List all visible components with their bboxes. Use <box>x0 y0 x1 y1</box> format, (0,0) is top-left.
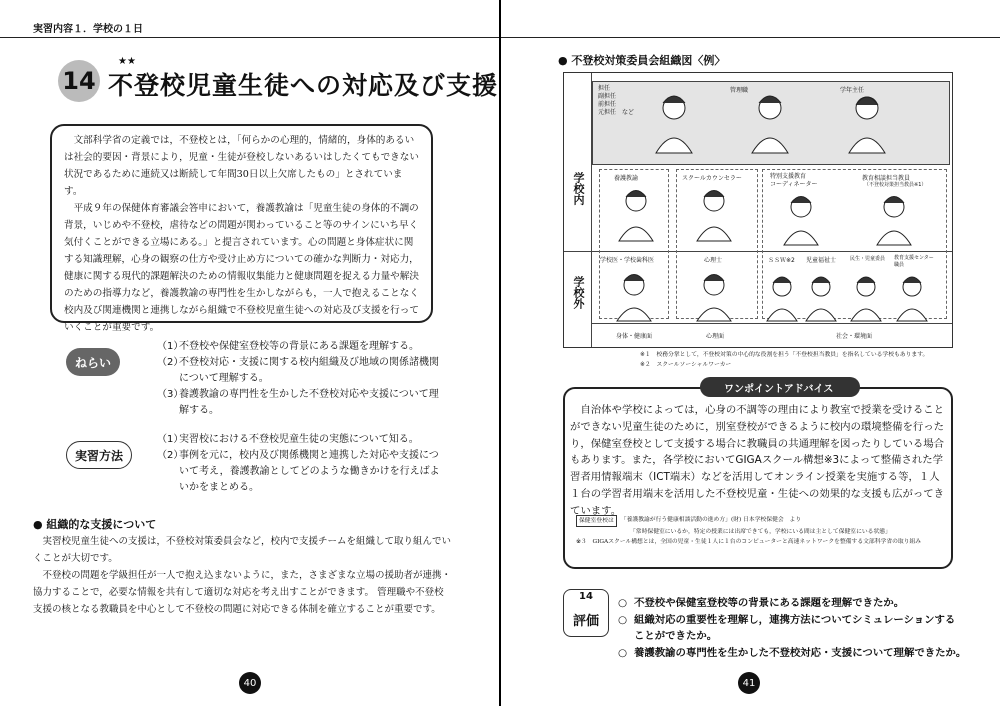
area-body: 身体・健康面 <box>616 333 653 340</box>
section-paragraph-2: 不登校の問題を学級担任が一人で抱え込まないように，また，さまざまな立場の援助者が連携・協力することで，必要な情報を共有して適切な対応を考え出すことができます。 管理職や不登校支援の核となる教職員を中心として不登校の問題に対応できる体制を確立することが重要です。 <box>33 570 452 615</box>
role-counselor: スクールカウンセラー <box>682 175 742 182</box>
role-special-needs: 特別支援教育 コーディネーター <box>770 173 818 188</box>
aim-item: （2） 不登校対応・支援に関する校内組織及び地域の関係諸機関について理解する。 <box>157 357 439 384</box>
role-nurse: 養護教諭 <box>614 175 639 182</box>
person-coordinator-icon <box>784 197 818 246</box>
section-number: 14 <box>58 60 100 102</box>
page-number: 40 <box>239 672 261 694</box>
footnote-1: ※１ 校務分掌として，不登校対策の中心的な役割を担う「不登校担当教員」を指名している学校もあります。 <box>640 352 929 358</box>
area-mind: 心理面 <box>706 333 725 340</box>
evaluation-item: ○ 不登校や保健室登校等の背景にある課題を理解できたか。 <box>618 597 905 609</box>
person-ssw-icon <box>767 277 797 321</box>
ref-label: 保健室登校は <box>576 515 617 527</box>
role-commissioner: 民生・児童委員 <box>850 256 886 262</box>
advice-body: 自治体や学校によっては，心身の不調等の理由により教室で授業を受けることができない児童生徒のために，別室登校ができるように校内の環境整備を行ったり，保健室登校として支援する場合に教職員の共通理解を図ったりしている場合もあります。また，各学校においてGIGAスクール構想※3によって整備された学習者用情報端末（ICT端末）などを活用してオンライン授業を実施する等，１人１台の学習者用端末を活用した不登校児童・生徒への効果的な支援も広がってきています。 <box>570 404 945 517</box>
person-welfare-icon <box>806 277 836 321</box>
person-counselor-icon <box>697 191 731 242</box>
aim-item: （3） 養護教諭の専門性を生かした不登校対応や支援について理解する。 <box>157 389 439 416</box>
footnote-2: ※２ スクールソーシャルワーカー <box>640 362 732 368</box>
section-heading: ● 組織的な支援について <box>33 518 157 531</box>
right-page <box>500 0 1000 706</box>
role-school-doctor: 学校医・学校歯科医 <box>600 257 655 264</box>
person-nurse-icon <box>619 191 653 242</box>
inside-label: 学校内 <box>572 171 585 205</box>
area-social: 社会・環境面 <box>836 333 873 340</box>
advice-references <box>576 515 946 547</box>
aims-badge: ねらい <box>66 348 120 376</box>
person-psychologist-icon <box>697 275 731 322</box>
person-center-staff-icon <box>897 277 927 321</box>
definition-paragraph-2: 平成９年の保健体育審議会答申において，養護教諭は「児童生徒の身体的不調の背景，いじめや不登校，虐待などの問題が関わっていること等のサインにいち早く気付くことができる立場にある。」と提言されています。心の問題と身体症状に関する知識理解，心身の観察の仕方や受け止め方についての確かな判断力・対応力，健康に関する現代的課題解決のための情報収集能力と健康問題を捉える力量や解決のための指導力など，養護教諭の専門性を生かしながらも，一人で抱えることなく校内及び関連機関と連携しながら組織で不登校児童生徒への対応及び支援を行っていくことが重要です。 <box>64 203 419 333</box>
aims-list <box>157 339 447 419</box>
staff-illustrations <box>564 73 954 349</box>
page-number: 41 <box>738 672 760 694</box>
page-title: 不登校児童生徒への対応及び支援 <box>108 71 499 100</box>
definition-paragraph-1: 文部科学省の定義では，不登校とは，「何らかの心理的，情緒的，身体的あるいは社会的要因・背景により，児童・生徒が登校しないあるいはしたくてもできない状況であるために連続又は断続して年間30日以上欠席したもの」とされています。 <box>64 135 419 197</box>
evaluation-list <box>618 595 966 661</box>
definition-box <box>50 124 433 333</box>
chapter-title: 実習内容１．学校の１日 <box>33 24 143 35</box>
method-badge: 実習方法 <box>66 441 132 469</box>
evaluation-label: 評価 <box>572 614 599 629</box>
person-consultation-icon <box>877 197 911 246</box>
section-paragraph-1: 実習校児童生徒への支援は，不登校対策委員会など，校内で支援チームを組織して取り組んでいくことが大切です。 <box>33 536 452 564</box>
method-item: （1） 実習校における不登校児童生徒の実態について知る。 <box>157 434 419 445</box>
role-admin: 管理職 <box>730 87 749 94</box>
ref-source: 「養護教諭が行う健康相談活動の進め方」(財) 日本学校保健会 より <box>620 517 802 523</box>
ref-giga-note: ※３ GIGAスクール構想とは，全国の児童・生徒１人に１台のコンピューターと高速ネットワークを整備する文部科学省の取り組み <box>576 539 922 545</box>
person-admin-icon <box>752 96 788 153</box>
ref-definition: 「常時保健室にいるか，特定の授業には出席できても，学校にいる間は主として保健室にいる状態」 <box>630 529 891 535</box>
person-commissioner-icon <box>851 277 881 321</box>
role-consultation: 教育相談担当教員 <box>862 175 911 182</box>
evaluation-number: 14 <box>579 591 593 602</box>
aim-item: （1） 不登校や保健室登校等の背景にある課題を理解する。 <box>157 341 419 352</box>
role-grade-head: 学年主任 <box>840 87 865 94</box>
person-homeroom-icon <box>656 96 692 153</box>
evaluation-item: ○ 養護教諭の専門性を生かした不登校対応・支援について理解できたか。 <box>618 646 967 659</box>
role-child-welfare: 児童福祉士 <box>806 257 837 264</box>
role-psychologist: 心理士 <box>704 257 723 264</box>
org-chart-title: ● 不登校対策委員会組織図〈例〉 <box>558 54 726 67</box>
role-consultation-note: （不登校対策担当教員※1） <box>864 182 927 188</box>
person-grade-head-icon <box>849 97 885 153</box>
section-body <box>33 533 453 618</box>
outside-label: 学校外 <box>572 275 585 309</box>
person-doctor-icon <box>617 275 651 322</box>
role-support-center: 教育支援センター 職員 <box>894 255 934 268</box>
evaluation-item: ○ 組織対応の重要性を理解し，連携方法についてシミュレーションすることができたか。 <box>618 613 956 642</box>
advice-title: ワンポイントアドバイス <box>700 377 860 397</box>
method-list <box>157 432 447 496</box>
role-ssw: ＳＳＷ※2 <box>768 257 795 264</box>
org-chart <box>563 72 953 348</box>
role-homeroom: 担任 副担任 前担任 元担任 など <box>598 85 635 116</box>
difficulty-stars: ★★ <box>118 56 136 67</box>
method-item: （2） 事例を元に，校内及び関係機関と連携した対応や支援について考え，養護教諭としてどのような働きかけを行えばよいかをまとめる。 <box>157 450 440 493</box>
